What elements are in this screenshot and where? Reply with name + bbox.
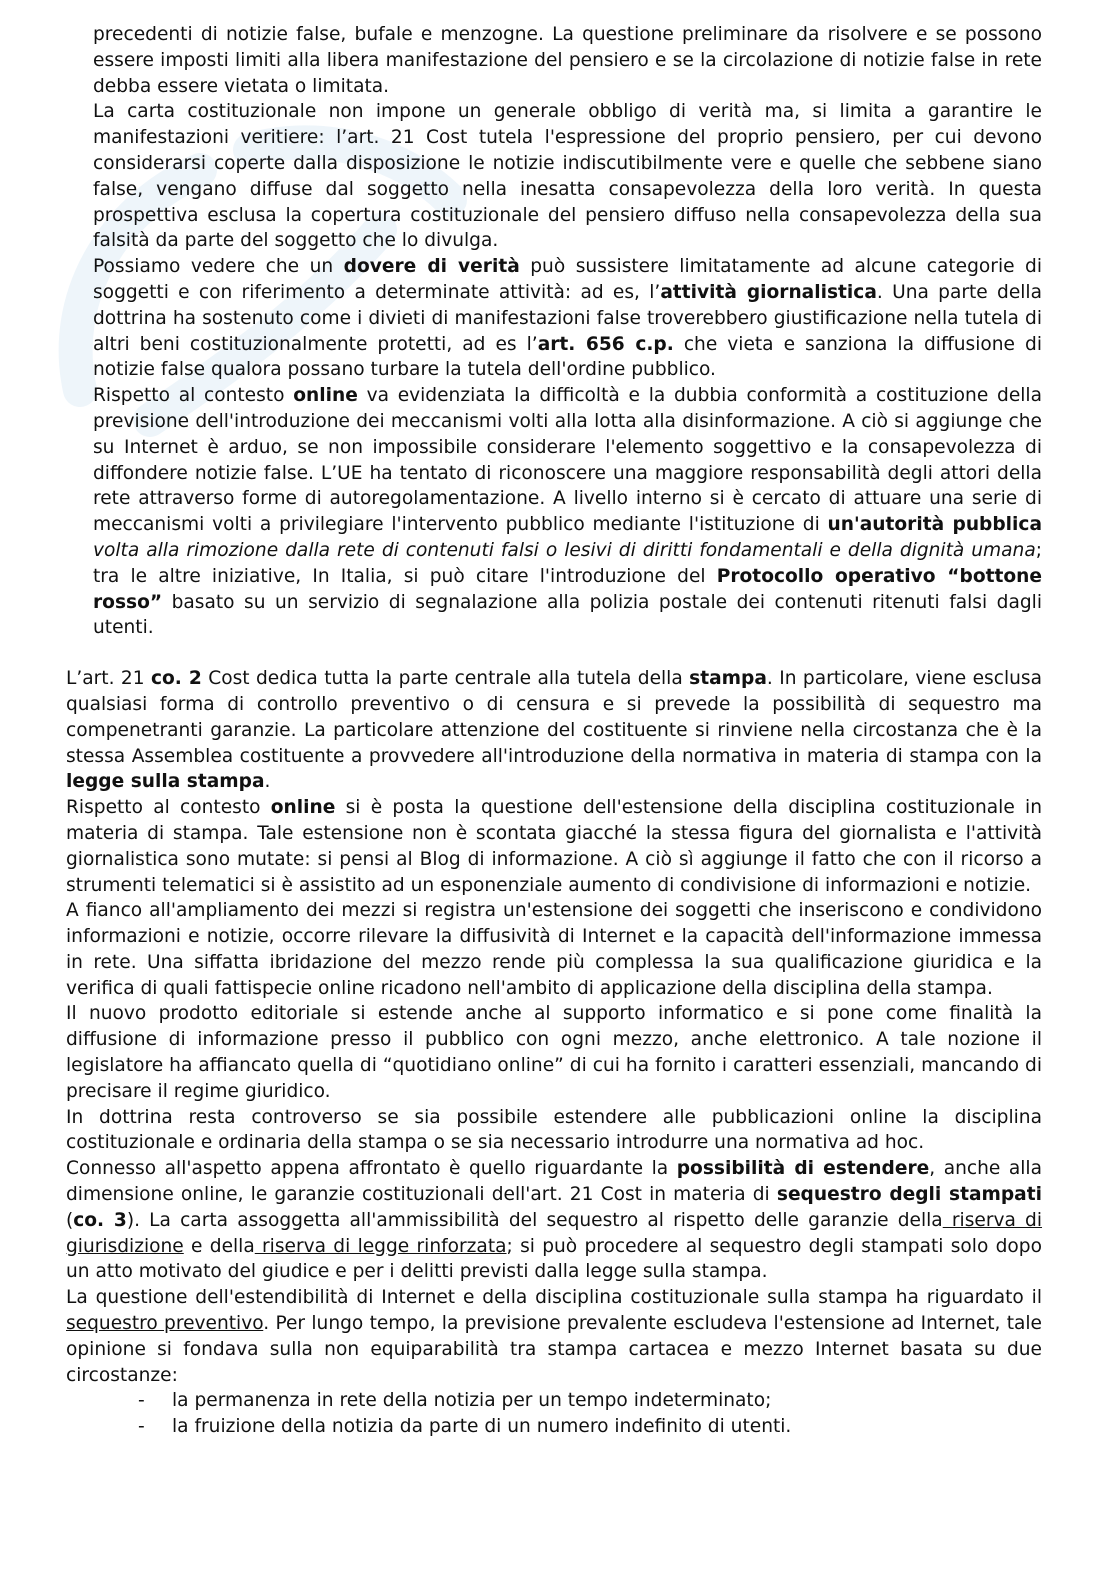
text-run: Cost dedica tutta la parte centrale alla tutela della <box>201 668 690 690</box>
paragraph-media-expansion <box>66 898 1042 1001</box>
text-run: può sussistere limitatamente ad alcune categorie di soggetti e con riferimento a determinate attività: ad es, l’ <box>93 256 1042 303</box>
list-item <box>66 1414 1042 1440</box>
document-page <box>66 22 1042 1440</box>
text-run: ( <box>66 1209 74 1231</box>
bold-term: legge sulla stampa <box>66 771 265 793</box>
text-run: e della <box>183 1235 255 1257</box>
underlined-term: sequestro preventivo <box>66 1313 264 1335</box>
paragraph-press-protection <box>66 666 1042 795</box>
text-run: si è posta la questione dell'estensione della disciplina costituzionale in materia di stampa. Tale estensione non è scontata giacché la stessa figura del giornalista e l'attività giornalistica sono mutate: si pensi al Blog di informazione. A ciò sì aggiunge il fatto che con il ricorso a strumenti telematici si è assistito ad un esponenziale aumento di condivisione di informazioni e notizie. <box>66 797 1042 896</box>
underlined-term: riserva di legge rinforzata <box>254 1235 507 1257</box>
paragraph-preventive-seizure <box>66 1285 1042 1388</box>
paragraph-doctrine-controversy <box>66 1105 1042 1157</box>
paragraph-online-press <box>66 795 1042 898</box>
text-run: La carta costituzionale non impone un generale obbligo di verità ma, si limita a garantire le manifestazioni veritiere: l’art. 21 Cost tutela l'espressione del proprio pensiero, per cui devono considerarsi coperte dalla disposizione le notizie indiscutibilmente vere e quelle che sebbene siano false, vengano diffuse dal soggetto nella inesatta consapevolezza della loro verità. In questa prospettiva esclusa la copertura costituzionale del pensiero diffuso nella consapevolezza della sua falsità da parte del soggetto che lo divulga. <box>93 101 1042 252</box>
paragraph-editorial-product <box>66 1001 1042 1104</box>
paragraph-online-disinformation <box>93 383 1042 641</box>
text-run: che vieta e sanziona la diffusione di notizie false qualora possano turbare la tutela dell'ordine pubblico. <box>93 333 1042 381</box>
section-press <box>66 666 1042 1440</box>
text-run: ). La carta assoggetta all'ammissibilità del sequestro al rispetto delle garanzie della <box>126 1209 943 1231</box>
text-run: . <box>264 771 271 793</box>
paragraph-duty-of-truth <box>93 254 1042 383</box>
text-run: va evidenziata la difficoltà e la dubbia conformità a costituzione della previsione dell'introduzione dei meccanismi volti alla lotta alla disinformazione. A ciò si aggiunge che su Internet è arduo, se non impossibile considerare l'elemento soggettivo e la consapevolezza di diffondere notizie false. L’UE ha tentato di riconoscere una maggiore responsabilità degli attori della rete attraverso forme di autoregolamentazione. A livello interno si è cercato di attuare una serie di meccanismi volti a privilegiare l'intervento pubblico mediante l'istituzione di <box>93 385 1042 536</box>
text-run: Connesso all'aspetto appena affrontato è quello riguardante la <box>66 1158 677 1180</box>
text-run: ; si può procedere al sequestro degli stampati solo dopo un atto motivato del giudice e per i delitti previsti dalla legge sulla stampa. <box>66 1235 1042 1283</box>
text-run: basato su un servizio di segnalazione alla polizia postale dei contenuti ritenuti falsi dagli utenti. <box>93 591 1042 639</box>
bold-term: stampa <box>689 668 767 690</box>
text-run: . Una parte della dottrina ha sostenuto come i divieti di manifestazioni false troverebbero giustificazione nella tutela di altri beni costituzionalmente protetti, ad es l’ <box>93 281 1042 355</box>
text-run: precedenti di notizie false, bufale e menzogne. La questione preliminare da risolvere e se possono essere imposti limiti alla libera manifestazione del pensiero e se la circolazione di notizie false in rete debba essere vietata o limitata. <box>93 24 1042 97</box>
text-run: ; tra le altre iniziative, In Italia, si può citare l'introduzione del <box>93 539 1042 587</box>
bold-term: co. 2 <box>151 668 202 690</box>
list-marker: - <box>138 1390 145 1412</box>
bold-term: sequestro degli stampati <box>776 1184 1042 1206</box>
bold-term: dovere di verità <box>343 256 520 278</box>
bold-term: un'autorità pubblica <box>827 514 1042 536</box>
list-item-text: la fruizione della notizia da parte di un numero indefinito di utenti. <box>172 1416 792 1438</box>
text-run: La questione dell'estendibilità di Internet e della disciplina costituzionale sulla stampa ha riguardato il <box>66 1287 1042 1309</box>
paragraph-false-news-intro <box>93 22 1042 99</box>
list-item-text: la permanenza in rete della notizia per un tempo indeterminato; <box>172 1390 772 1412</box>
bold-term: online <box>293 385 358 407</box>
bold-term: art. 656 c.p. <box>537 333 674 355</box>
text-run: . In particolare, viene esclusa qualsiasi forma di controllo preventivo o di censura e si prevede la possibilità di sequestro ma compenetranti garanzie. La particolare attenzione del costituente si rinviene nella circostanza che è la stessa Assemblea costituente a provvedere all'introduzione della normativa in materia di stampa con la <box>66 668 1042 767</box>
text-run: L’art. 21 <box>66 668 152 690</box>
list-item <box>66 1388 1042 1414</box>
bold-term: Protocollo operativo “bottone rosso” <box>93 565 1042 613</box>
section-disinformation <box>66 22 1042 641</box>
text-run: A fianco all'ampliamento dei mezzi si registra un'estensione dei soggetti che inseriscono e condividono informazioni e notizie, occorre rilevare la diffusività di Internet e la capacità dell'informazione immessa in rete. Una siffatta ibridazione del mezzo rende più complessa la sua qualificazione giuridica e la verifica di quali fattispecie online ricadono nell'ambito di applicazione della disciplina della stampa. <box>66 900 1042 999</box>
text-run: Rispetto al contesto <box>93 385 294 407</box>
paragraph-truth-obligation <box>93 99 1042 254</box>
bold-term: online <box>270 797 336 819</box>
list-marker: - <box>138 1416 145 1438</box>
italic-phrase: volta alla rimozione dalla rete di contenuti falsi o lesivi di diritti fondamentali e della dignità umana <box>93 539 1036 561</box>
text-run: Possiamo vedere che un <box>93 256 344 278</box>
text-run: Rispetto al contesto <box>66 797 271 819</box>
text-run: . Per lungo tempo, la previsione prevalente escludeva l'estensione ad Internet, tale opinione si fondava sulla non equiparabilità tra stampa cartacea e mezzo Internet basata su due circostanze: <box>66 1313 1042 1386</box>
underlined-term: riserva di giurisdizione <box>66 1209 1043 1257</box>
paragraph-seizure-guarantees <box>66 1156 1042 1285</box>
text-run: , anche alla dimensione online, le garanzie costituzionali dell'art. 21 Cost in materia di <box>66 1158 1042 1206</box>
bold-term: co. 3 <box>73 1209 127 1231</box>
section-spacer <box>66 641 1042 666</box>
text-run: In dottrina resta controverso se sia possibile estendere alle pubblicazioni online la disciplina costituzionale e ordinaria della stampa o se sia necessario introdurre una normativa ad hoc. <box>66 1106 1042 1154</box>
bold-term: possibilità di estendere <box>676 1158 930 1180</box>
bold-term: attività giornalistica <box>660 281 877 303</box>
circumstances-list <box>66 1388 1042 1440</box>
text-run: Il nuovo prodotto editoriale si estende anche al supporto informatico e si pone come finalità la diffusione di informazione presso il pubblico con ogni mezzo, anche elettronico. A tale nozione il legislatore ha affiancato quella di “quotidiano online” di cui ha fornito i caratteri essenziali, mancando di precisare il regime giuridico. <box>66 1003 1042 1102</box>
